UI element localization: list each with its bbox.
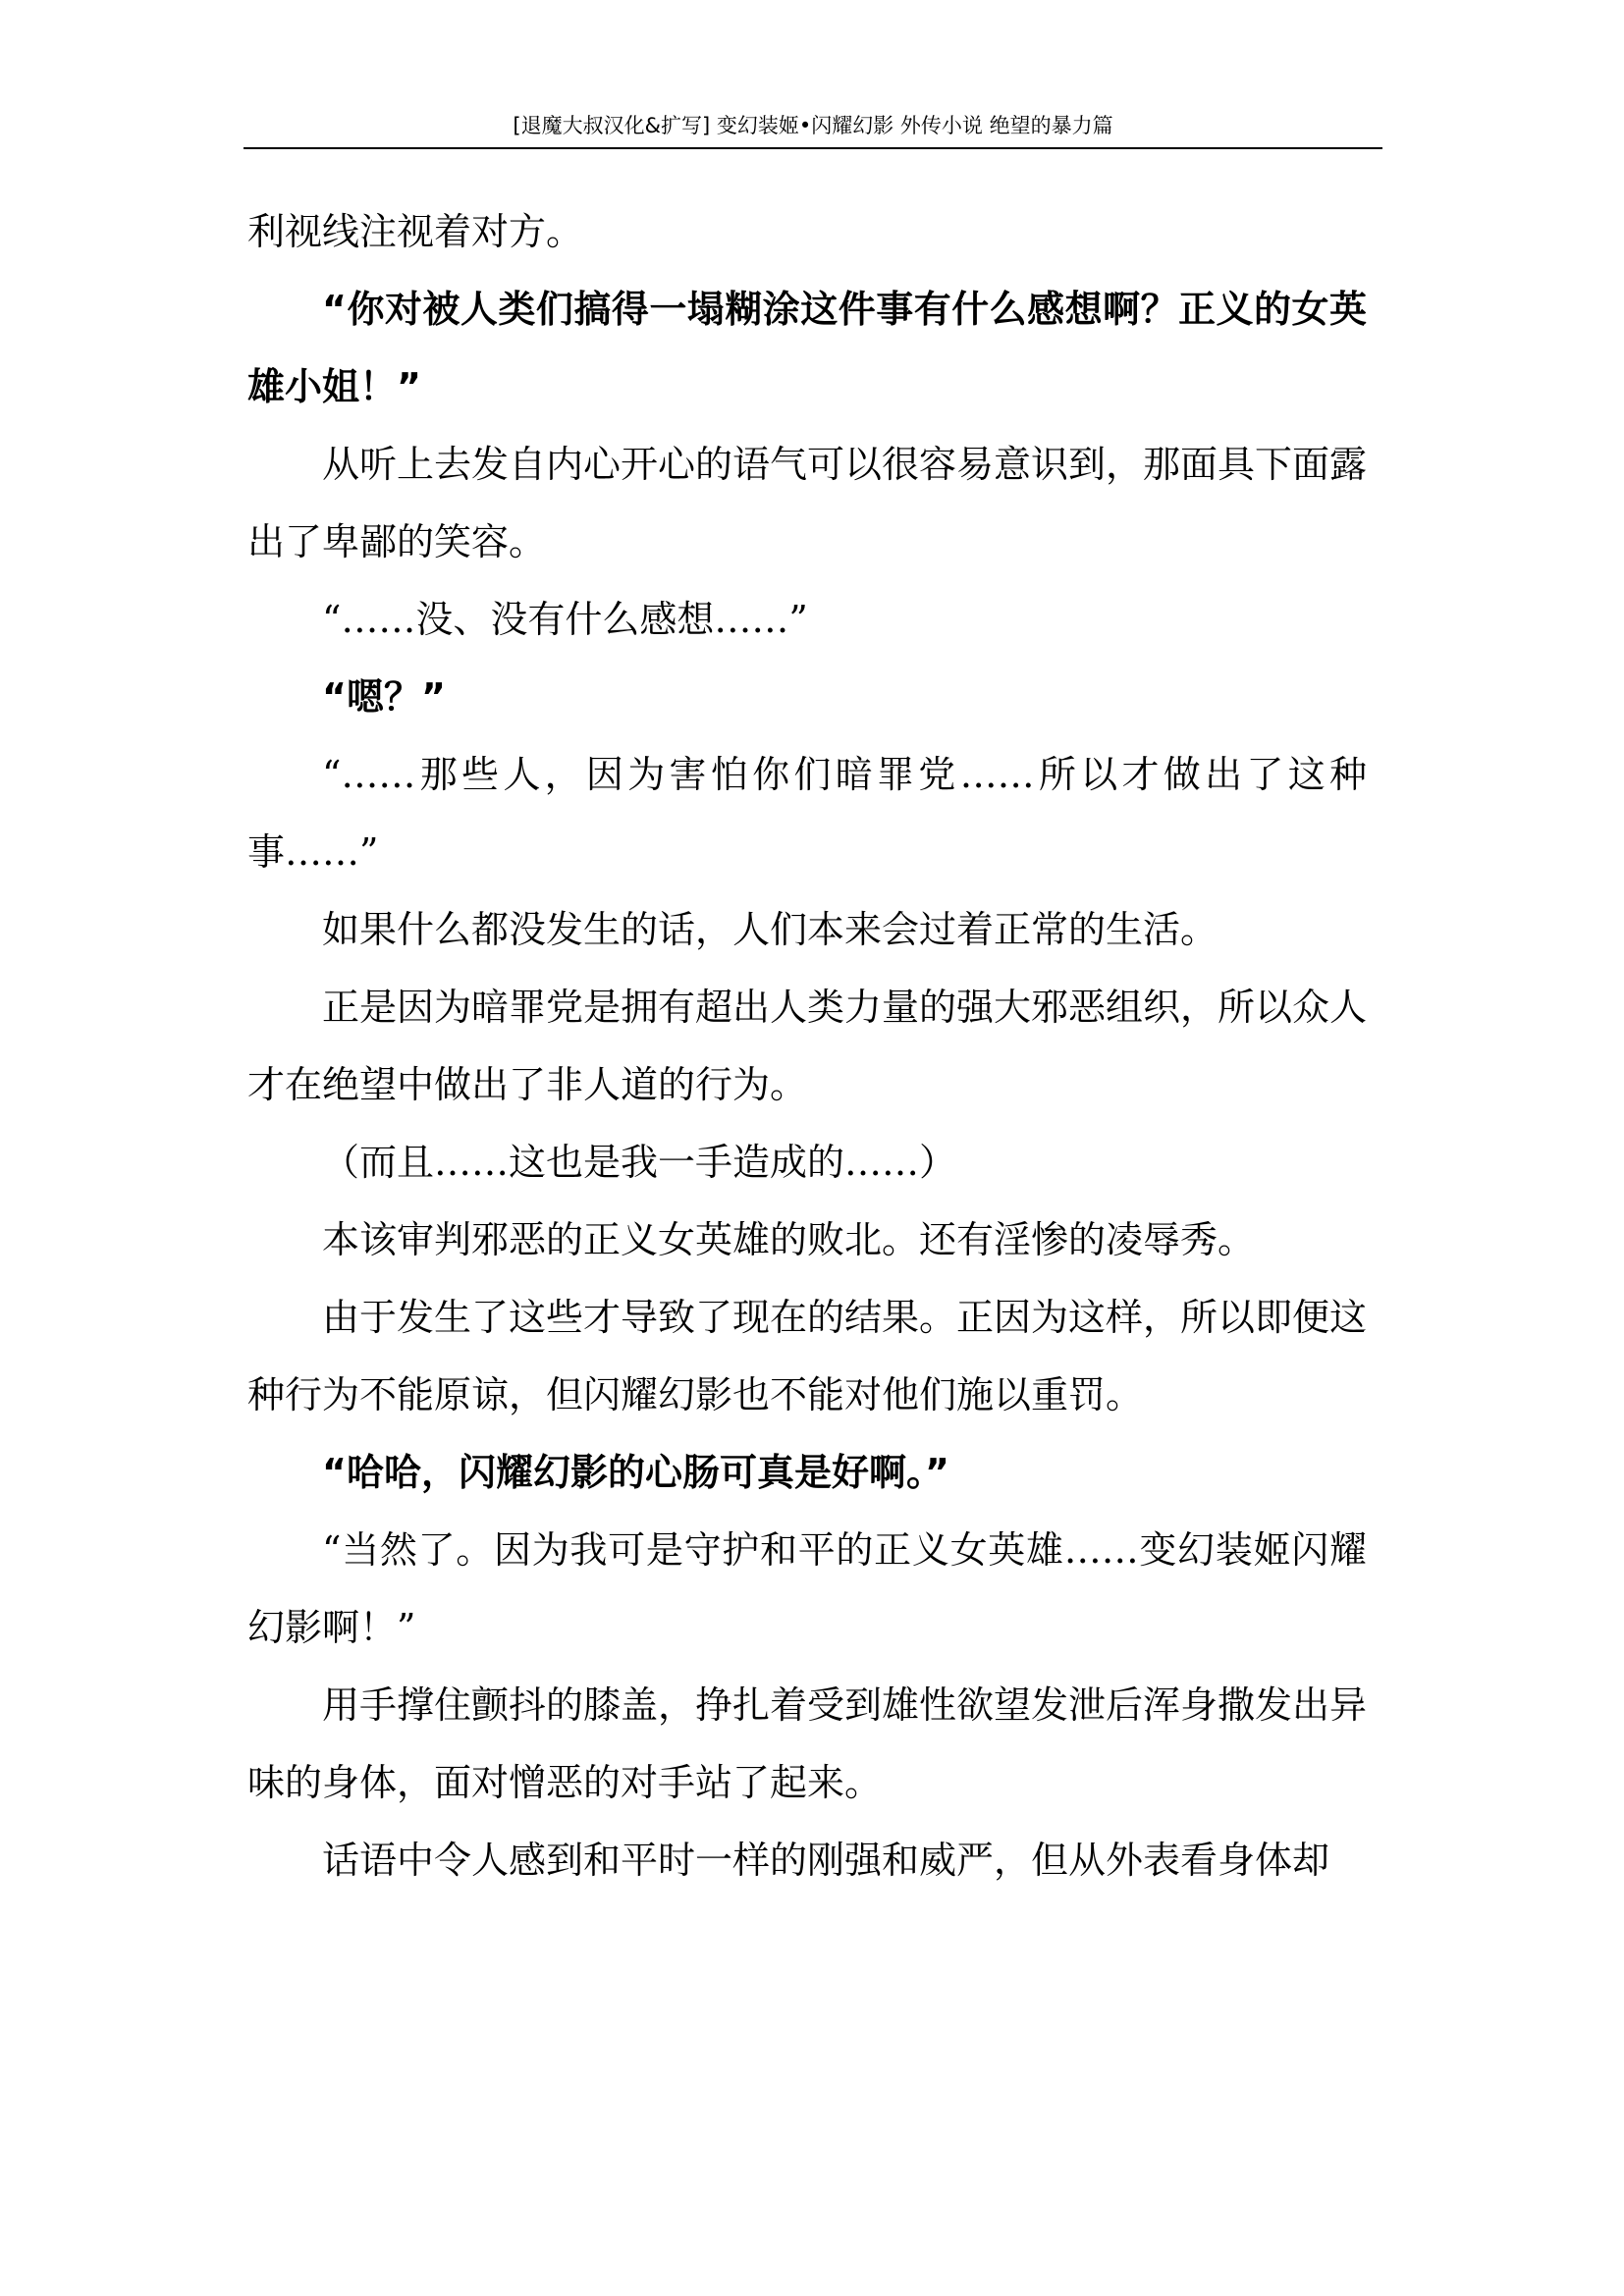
paragraph: “……没、没有什么感想……” — [322, 598, 808, 641]
paragraph: （而且……这也是我一手造成的……） — [322, 1141, 957, 1184]
paragraph: 本该审判邪恶的正义女英雄的败北。还有淫惨的凌辱秀。 — [322, 1218, 1256, 1261]
paragraph: 如果什么都没发生的话，人们本来会过着正常的生活。 — [322, 908, 1218, 951]
paragraph: 用手撑住颤抖的膝盖，挣扎着受到雄性欲望发泄后浑身撒发出异味的身体，面对憎恶的对手站了起来。 — [247, 1683, 1368, 1804]
paragraph: “……那些人，因为害怕你们暗罪党……所以才做出了这种事……” — [247, 753, 1367, 874]
paragraph: “哈哈，闪耀幻影的心肠可真是好啊。” — [322, 1451, 949, 1494]
paragraph: “当然了。因为我可是守护和平的正义女英雄……变幻装姬闪耀幻影啊！” — [247, 1528, 1367, 1649]
paragraph: “你对被人类们搞得一塌糊涂这件事有什么感想啊？正义的女英雄小姐！” — [247, 288, 1367, 408]
paragraph: 利视线注视着对方。 — [247, 210, 584, 253]
paragraph: 正是因为暗罪党是拥有超出人类力量的强大邪恶组织，所以众人才在绝望中做出了非人道的行为。 — [247, 986, 1368, 1106]
header-rule — [244, 147, 1382, 149]
paragraph: 从听上去发自内心开心的语气可以很容易意识到，那面具下面露出了卑鄙的笑容。 — [247, 443, 1368, 563]
paragraph: 由于发生了这些才导致了现在的结果。正因为这样，所以即便这种行为不能原谅，但闪耀幻影也不能对他们施以重罚。 — [247, 1296, 1368, 1416]
paragraph: 话语中令人感到和平时一样的刚强和威严，但从外表看身体却 — [322, 1839, 1330, 1882]
paragraph: “嗯？” — [322, 675, 446, 719]
running-header: [退魔大叔汉化&扩写] 变幻装姬•闪耀幻影 外传小说 绝望的暴力篇 — [513, 114, 1113, 137]
body-text — [247, 193, 1367, 1899]
